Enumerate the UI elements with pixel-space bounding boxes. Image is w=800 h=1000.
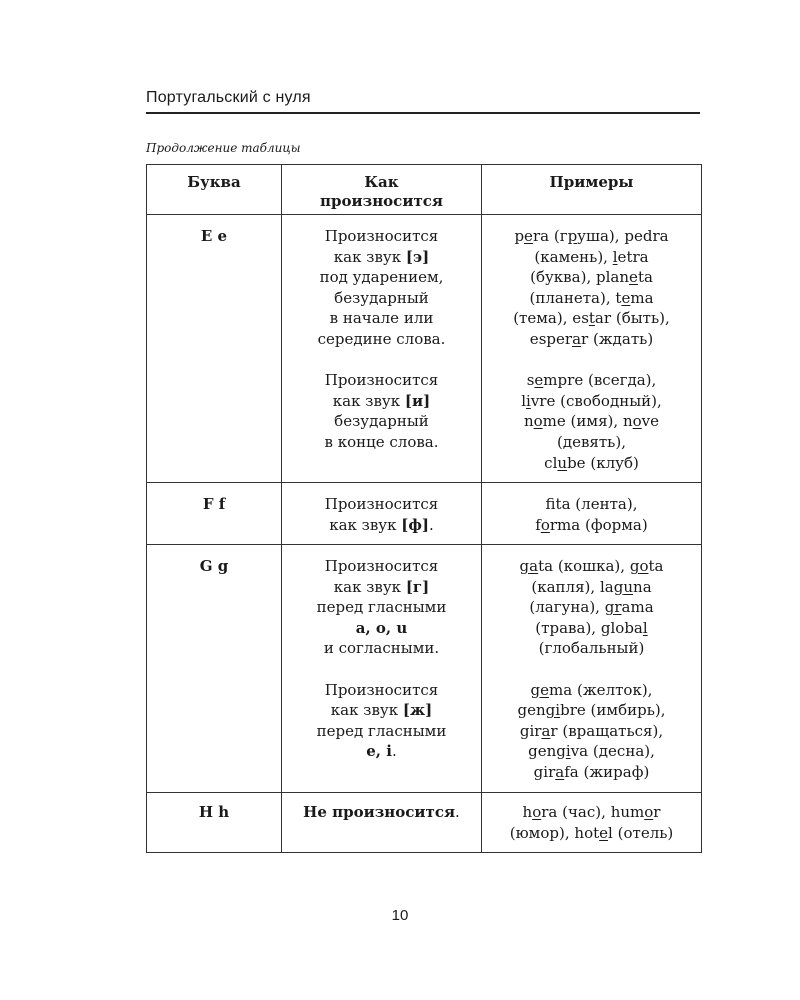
- example-line: gata (кошка), gota: [519, 557, 664, 575]
- example-line: forma (форма): [535, 515, 648, 534]
- rule-line: перед гласными: [316, 721, 447, 740]
- header-how-line: произносится: [320, 192, 443, 210]
- letter-cell: G g: [147, 545, 282, 793]
- header-examples: Примеры: [482, 165, 702, 215]
- rule-line: безударный: [334, 288, 429, 307]
- example-line: (девять),: [557, 432, 626, 451]
- table-row-e: [147, 215, 702, 483]
- letter-cell: F f: [147, 483, 282, 545]
- examples-cell: [482, 793, 702, 853]
- rule-line: в конце слова.: [324, 432, 439, 451]
- rule-line: и согласными.: [323, 639, 440, 658]
- example-line: (капля), laguna: [531, 577, 652, 596]
- pronunciation-cell: [282, 545, 482, 793]
- example-line: girar (вращаться),: [519, 721, 664, 740]
- rule-line: в начале или: [329, 309, 434, 328]
- table-header-row: [147, 165, 702, 215]
- rule-line: как звук [и]: [332, 391, 431, 410]
- rule-line: Не произносится.: [303, 803, 460, 821]
- example-line: fta (лента),: [545, 495, 638, 513]
- rule-line: Произносится: [324, 557, 439, 575]
- rule-line: Произносится: [324, 680, 439, 699]
- rule-line: как звук [г]: [333, 577, 430, 596]
- table-row-f: [147, 483, 702, 545]
- rule-line: середине слова.: [317, 329, 446, 348]
- examples-cell: [482, 483, 702, 545]
- rule-line: безударный: [334, 412, 429, 431]
- rule-line: e, i.: [366, 742, 397, 761]
- example-line: hora (час), humor: [522, 803, 661, 821]
- rule-line: Произносится: [324, 495, 439, 513]
- example-line: gengiva (десна),: [528, 742, 655, 761]
- rule-line: Произносится: [324, 371, 439, 390]
- rule-line: как звук [ж]: [330, 701, 433, 720]
- pronunciation-cell: [282, 215, 482, 483]
- pronunciation-cell: [282, 793, 482, 853]
- rule-line: как звук [ф].: [329, 515, 434, 534]
- example-line: gengibre (имбирь),: [517, 701, 666, 720]
- example-line: (камень), letra: [534, 247, 649, 266]
- example-line: (тема), estar (быть),: [513, 309, 670, 328]
- header-how-line: Как: [364, 173, 399, 191]
- letter-cell: E e: [147, 215, 282, 483]
- pronunciation-cell: [282, 483, 482, 545]
- example-line: sempre (всегда),: [526, 371, 657, 390]
- example-line: esperar (ждать): [529, 329, 654, 348]
- rule-line: a, o, u: [355, 618, 408, 637]
- table-row-g: [147, 545, 702, 793]
- running-head: Португальский с нуля: [146, 89, 311, 106]
- rule-line: как звук [э]: [333, 247, 430, 266]
- example-line: (буква), planeta: [530, 268, 653, 287]
- example-line: (планета), tema: [529, 288, 654, 307]
- rule-line: Произносится: [324, 227, 439, 245]
- header-rule: [146, 112, 700, 114]
- header-letter: Буква: [147, 165, 282, 215]
- examples-cell: [482, 215, 702, 483]
- letter-cell: H h: [147, 793, 282, 853]
- example-line: pera (груша), pedra: [514, 227, 669, 245]
- table-caption: Продолжение таблицы: [146, 141, 301, 155]
- example-line: nome (имя), nove: [523, 412, 660, 431]
- page-number: 10: [391, 907, 409, 924]
- example-line: (глобальный): [538, 639, 645, 658]
- rule-line: перед гласными: [316, 598, 447, 617]
- examples-cell: [482, 545, 702, 793]
- table-row-h: [147, 793, 702, 853]
- example-line: livre (свободный),: [521, 391, 662, 410]
- example-line: (трава), global: [535, 618, 648, 637]
- example-line: girafa (жираф): [533, 762, 650, 781]
- header-how: [282, 165, 482, 215]
- example-line: gema (желток),: [530, 680, 653, 699]
- example-line: (лагуна), grama: [529, 598, 654, 617]
- example-line: (юмор), hotel (отель): [509, 823, 674, 842]
- rule-line: под ударением,: [319, 268, 444, 287]
- example-line: clube (клуб): [544, 453, 639, 472]
- phonetics-table: [146, 164, 702, 853]
